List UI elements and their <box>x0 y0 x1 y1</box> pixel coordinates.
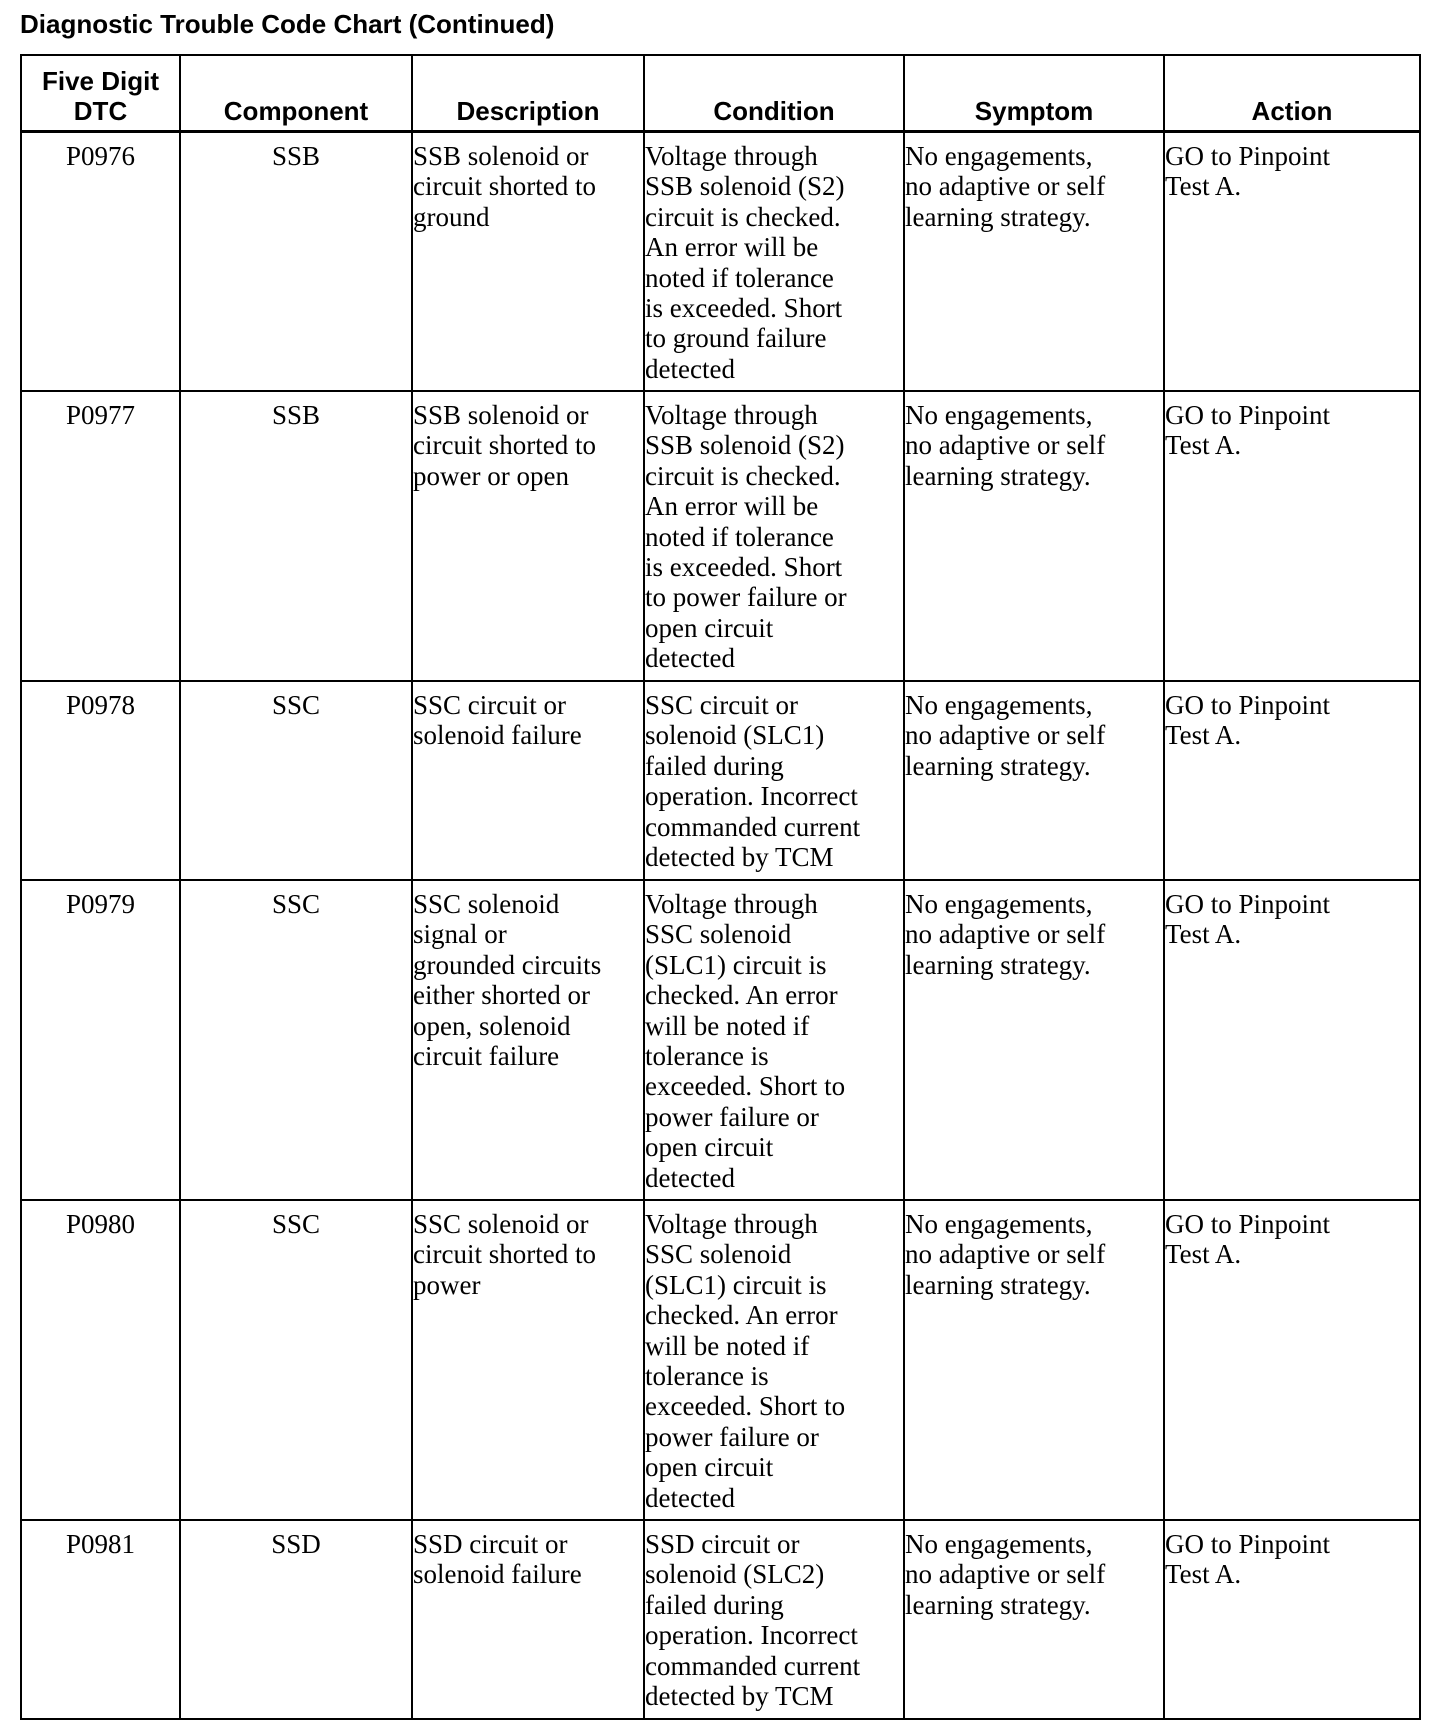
cell-condition-line: detected <box>645 643 735 674</box>
cell-condition-line: failed during <box>645 1589 784 1620</box>
cell-condition-line: to ground failure <box>645 323 827 354</box>
header-five-digit-dtc <box>21 55 180 132</box>
cell-condition-line: SSC solenoid <box>645 919 792 950</box>
cell-description-line: SSB solenoid or <box>413 141 589 171</box>
cell-symptom-line: no adaptive or self <box>905 1559 1106 1590</box>
cell-dtc: P0978 <box>21 681 180 880</box>
cell-symptom-line: No engagements, <box>905 400 1093 430</box>
cell-component: SSC <box>180 880 412 1200</box>
cell-symptom <box>904 132 1164 392</box>
cell-symptom-line: learning strategy. <box>905 949 1091 980</box>
cell-symptom-line: no adaptive or self <box>905 171 1106 202</box>
cell-dtc: P0977 <box>21 391 180 681</box>
cell-condition-line: exceeded. Short to <box>645 1391 846 1422</box>
cell-action-line: GO to Pinpoint <box>1165 141 1331 171</box>
cell-condition-line: checked. An error <box>645 1300 838 1331</box>
cell-condition-line: detected <box>645 353 735 384</box>
cell-condition-line: Voltage through <box>645 889 818 919</box>
cell-condition-line: SSB solenoid (S2) <box>645 171 845 202</box>
cell-condition-line: Voltage through <box>645 141 818 171</box>
cell-description-line: circuit shorted to <box>413 171 596 202</box>
cell-symptom-line: no adaptive or self <box>905 1239 1106 1270</box>
table-row <box>21 391 1420 681</box>
cell-description <box>412 681 644 880</box>
table-row <box>21 1200 1420 1520</box>
cell-dtc: P0981 <box>21 1520 180 1719</box>
cell-description <box>412 880 644 1200</box>
cell-action-line: GO to Pinpoint <box>1165 1209 1331 1239</box>
cell-symptom <box>904 1520 1164 1719</box>
cell-condition-line: Voltage through <box>645 1209 818 1239</box>
cell-description <box>412 1200 644 1520</box>
cell-symptom-line: No engagements, <box>905 690 1093 720</box>
cell-symptom-line: No engagements, <box>905 1529 1093 1559</box>
cell-condition-line: (SLC1) circuit is <box>645 949 827 980</box>
cell-condition <box>644 1520 904 1719</box>
cell-description-line: open, solenoid <box>413 1010 571 1041</box>
cell-action-line: Test A. <box>1165 720 1242 751</box>
cell-condition-line: open circuit <box>645 1132 774 1163</box>
cell-dtc: P0976 <box>21 132 180 392</box>
cell-description-line: grounded circuits <box>413 949 602 980</box>
cell-action <box>1164 1200 1420 1520</box>
cell-condition-line: operation. Incorrect <box>645 1620 858 1651</box>
cell-dtc: P0980 <box>21 1200 180 1520</box>
cell-description-line: SSC circuit or <box>413 690 566 720</box>
cell-condition-line: commanded current <box>645 1650 861 1681</box>
cell-condition-line: detected by TCM <box>645 1681 834 1712</box>
cell-symptom-line: no adaptive or self <box>905 430 1106 461</box>
cell-component: SSB <box>180 132 412 392</box>
cell-condition-line: power failure or <box>645 1421 819 1452</box>
cell-condition-line: failed during <box>645 750 784 781</box>
table-row <box>21 681 1420 880</box>
cell-condition-line: circuit is checked. <box>645 460 841 491</box>
cell-condition <box>644 681 904 880</box>
cell-condition-line: open circuit <box>645 612 774 643</box>
table-row <box>21 1520 1420 1719</box>
cell-condition-line: detected <box>645 1482 735 1513</box>
table-row <box>21 880 1420 1200</box>
cell-action-line: Test A. <box>1165 1559 1242 1590</box>
header-component: Component <box>180 55 412 132</box>
cell-condition-line: An error will be <box>645 491 819 522</box>
cell-condition-line: Voltage through <box>645 400 818 430</box>
cell-condition-line: SSB solenoid (S2) <box>645 430 845 461</box>
cell-symptom-line: No engagements, <box>905 1209 1093 1239</box>
cell-description-line: signal or <box>413 919 507 950</box>
cell-action-line: GO to Pinpoint <box>1165 400 1331 430</box>
cell-condition-line: is exceeded. Short <box>645 293 843 324</box>
cell-action <box>1164 681 1420 880</box>
cell-component: SSC <box>180 1200 412 1520</box>
page-title: Diagnostic Trouble Code Chart (Continued) <box>20 9 555 39</box>
cell-symptom-line: no adaptive or self <box>905 919 1106 950</box>
cell-description-line: ground <box>413 201 490 232</box>
cell-condition-line: operation. Incorrect <box>645 781 858 812</box>
cell-action-line: Test A. <box>1165 430 1242 461</box>
cell-condition-line: exceeded. Short to <box>645 1071 846 1102</box>
cell-description <box>412 132 644 392</box>
cell-symptom <box>904 681 1164 880</box>
cell-condition <box>644 1200 904 1520</box>
cell-description-line: SSC solenoid <box>413 889 560 919</box>
cell-condition-line: tolerance is <box>645 1041 769 1072</box>
cell-action <box>1164 880 1420 1200</box>
cell-dtc: P0979 <box>21 880 180 1200</box>
cell-symptom-line: No engagements, <box>905 889 1093 919</box>
cell-condition-line: tolerance is <box>645 1361 769 1392</box>
cell-condition-line: SSC solenoid <box>645 1239 792 1270</box>
cell-condition-line: is exceeded. Short <box>645 552 843 583</box>
cell-description-line: solenoid failure <box>413 720 582 751</box>
cell-description-line: circuit shorted to <box>413 430 596 461</box>
cell-symptom <box>904 391 1164 681</box>
cell-condition-line: noted if tolerance <box>645 521 834 552</box>
cell-symptom <box>904 1200 1164 1520</box>
cell-symptom-line: learning strategy. <box>905 1269 1091 1300</box>
cell-symptom-line: learning strategy. <box>905 1589 1091 1620</box>
cell-action-line: Test A. <box>1165 919 1242 950</box>
dtc-chart-table <box>20 54 1421 1720</box>
cell-condition-line: detected by TCM <box>645 842 834 873</box>
cell-condition <box>644 132 904 392</box>
cell-action-line: Test A. <box>1165 171 1242 202</box>
header-dtc-line: DTC <box>73 96 128 126</box>
cell-condition-line: solenoid (SLC1) <box>645 720 825 751</box>
cell-action-line: GO to Pinpoint <box>1165 690 1331 720</box>
cell-condition-line: noted if tolerance <box>645 262 834 293</box>
header-row <box>21 55 1420 132</box>
cell-description-line: circuit failure <box>413 1041 560 1072</box>
cell-description-line: power <box>413 1269 481 1300</box>
cell-description-line: power or open <box>413 460 569 491</box>
cell-condition-line: circuit is checked. <box>645 201 841 232</box>
cell-symptom-line: No engagements, <box>905 141 1093 171</box>
cell-action <box>1164 391 1420 681</box>
cell-symptom-line: learning strategy. <box>905 750 1091 781</box>
cell-symptom-line: learning strategy. <box>905 460 1091 491</box>
cell-symptom <box>904 880 1164 1200</box>
header-symptom: Symptom <box>904 55 1164 132</box>
cell-description-line: SSC solenoid or <box>413 1209 589 1239</box>
cell-action-line: Test A. <box>1165 1239 1242 1270</box>
cell-action-line: GO to Pinpoint <box>1165 1529 1331 1559</box>
header-description: Description <box>412 55 644 132</box>
cell-description-line: solenoid failure <box>413 1559 582 1590</box>
cell-condition-line: An error will be <box>645 232 819 263</box>
cell-action-line: GO to Pinpoint <box>1165 889 1331 919</box>
cell-condition-line: detected <box>645 1162 735 1193</box>
cell-condition-line: open circuit <box>645 1452 774 1483</box>
cell-description-line: SSB solenoid or <box>413 400 589 430</box>
cell-symptom-line: no adaptive or self <box>905 720 1106 751</box>
cell-component: SSD <box>180 1520 412 1719</box>
cell-action <box>1164 132 1420 392</box>
cell-condition-line: solenoid (SLC2) <box>645 1559 825 1590</box>
cell-condition-line: (SLC1) circuit is <box>645 1269 827 1300</box>
cell-condition-line: SSC circuit or <box>645 690 798 720</box>
header-dtc-line: Five Digit <box>41 66 159 96</box>
table-row <box>21 132 1420 392</box>
header-action: Action <box>1164 55 1420 132</box>
cell-description-line: SSD circuit or <box>413 1529 568 1559</box>
cell-condition <box>644 391 904 681</box>
cell-component: SSC <box>180 681 412 880</box>
cell-description <box>412 391 644 681</box>
cell-condition-line: commanded current <box>645 811 861 842</box>
header-condition: Condition <box>644 55 904 132</box>
cell-condition <box>644 880 904 1200</box>
cell-action <box>1164 1520 1420 1719</box>
cell-description-line: circuit shorted to <box>413 1239 596 1270</box>
cell-condition-line: will be noted if <box>645 1330 810 1361</box>
cell-condition-line: power failure or <box>645 1101 819 1132</box>
cell-condition-line: SSD circuit or <box>645 1529 800 1559</box>
cell-condition-line: to power failure or <box>645 582 847 613</box>
cell-condition-line: checked. An error <box>645 980 838 1011</box>
cell-condition-line: will be noted if <box>645 1010 810 1041</box>
cell-symptom-line: learning strategy. <box>905 201 1091 232</box>
cell-description <box>412 1520 644 1719</box>
cell-description-line: either shorted or <box>413 980 590 1011</box>
cell-component: SSB <box>180 391 412 681</box>
